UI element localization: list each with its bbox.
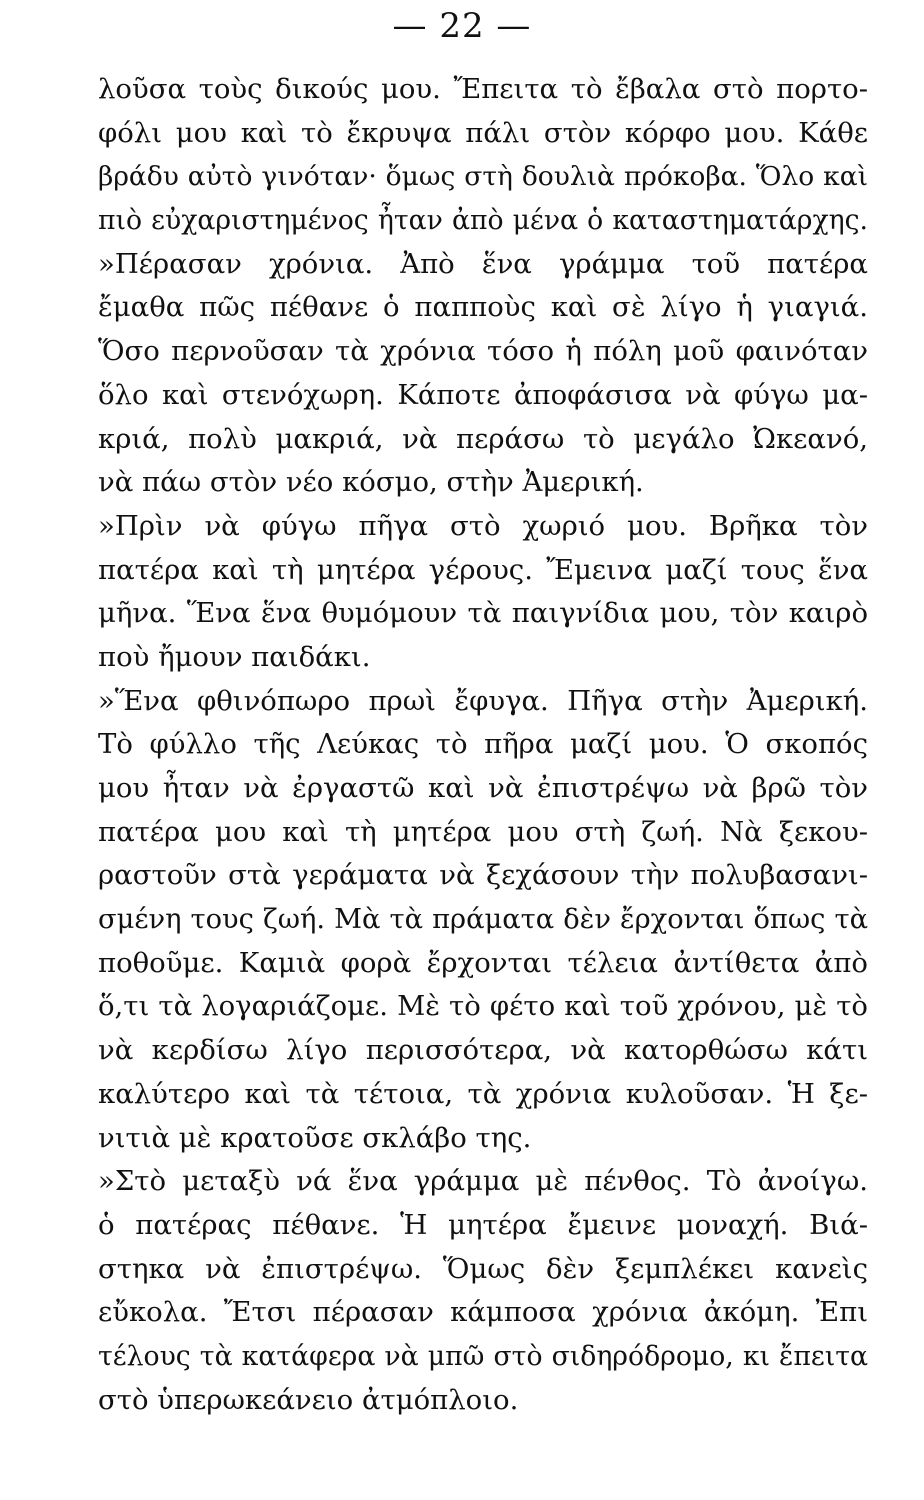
text-line: »Ἕνα φθινόπωρο πρωὶ ἔφυγα. Πῆγα στὴν Ἀμερική. bbox=[98, 684, 868, 717]
text-line: μου ἦταν νὰ ἐργαστῶ καὶ νὰ ἐπιστρέψω νὰ βρῶ τὸν bbox=[98, 772, 868, 804]
text-line: λοῦσα τοὺς δικούς μου. Ἔπειτα τὸ ἔβαλα στὸ πορτο- bbox=[98, 73, 868, 105]
text-line: ραστοῦν στὰ γεράματα νὰ ξεχάσουν τὴν πολυβασανι- bbox=[98, 859, 868, 892]
text-line: εὔκολα. Ἔτσι πέρασαν κάμποσα χρόνια ἀκόμη. Ἐπι bbox=[98, 1296, 868, 1329]
text-line: πατέρα μου καὶ τὴ μητέρα μου στὴ ζωή. Νὰ ξεκου- bbox=[98, 815, 868, 848]
text-line: βράδυ αὐτὸ γινόταν· ὅμως στὴ δουλιὰ πρόκοβα. Ὅλο καὶ bbox=[98, 161, 868, 193]
text-line: φόλι μου καὶ τὸ ἔκρυψα πάλι στὸν κόρφο μου. Κάθε bbox=[98, 116, 868, 149]
text-line: καλύτερο καὶ τὰ τέτοια, τὰ χρόνια κυλοῦσαν. Ἡ ξε- bbox=[98, 1077, 868, 1110]
text-line: ὁ πατέρας πέθανε. Ἡ μητέρα ἔμεινε μοναχή. Βιά- bbox=[98, 1208, 868, 1241]
body-text bbox=[98, 68, 868, 1422]
text-line: Τὸ φύλλο τῆς Λεύκας τὸ πῆρα μαζί μου. Ὁ σκοπός bbox=[98, 728, 868, 761]
text-line: ποθοῦμε. Καμιὰ φορὰ ἔρχονται τέλεια ἀντίθετα ἀπὸ bbox=[98, 946, 868, 979]
text-line: στὸ ὑπερωκεάνειο ἀτμόπλοιο. bbox=[98, 1383, 519, 1416]
text-line: »Πρὶν νὰ φύγω πῆγα στὸ χωριό μου. Βρῆκα τὸν bbox=[98, 509, 868, 542]
text-line: πιὸ εὐχαριστημένος ἦταν ἀπὸ μένα ὁ καταστηματάρχης. bbox=[98, 205, 868, 237]
text-line: Ὅσο περνοῦσαν τὰ χρόνια τόσο ἡ πόλη μοῦ φαινόταν bbox=[98, 335, 868, 368]
text-line: κριά, πολὺ μακριά, νὰ περάσω τὸ μεγάλο Ὠκεανό, bbox=[98, 422, 868, 455]
text-line: ὅλο καὶ στενόχωρη. Κάποτε ἀποφάσισα νὰ φύγω μα- bbox=[98, 378, 868, 411]
text-line: τέλους τὰ κατάφερα νὰ μπῶ στὸ σιδηρόδρομο, κι ἔπειτα bbox=[98, 1340, 868, 1372]
text-line: στηκα νὰ ἐπιστρέψω. Ὅμως δὲν ξεμπλέκει κανεὶς bbox=[98, 1252, 868, 1285]
text-line: πατέρα καὶ τὴ μητέρα γέρους. Ἔμεινα μαζί τους ἕνα bbox=[98, 553, 868, 586]
text-line: »Στὸ μεταξὺ νά ἕνα γράμμα μὲ πένθος. Τὸ ἀνοίγω. bbox=[98, 1165, 868, 1198]
text-line: νὰ κερδίσω λίγο περισσότερα, νὰ κατορθώσω κάτι bbox=[98, 1034, 868, 1067]
text-line: ποὺ ἤμουν παιδάκι. bbox=[98, 640, 371, 673]
page-number: — 22 — bbox=[392, 6, 532, 46]
text-line: »Πέρασαν χρόνια. Ἀπὸ ἕνα γράμμα τοῦ πατέρα bbox=[98, 247, 868, 280]
text-line: ὅ,τι τὰ λογαριάζομε. Μὲ τὸ φέτο καὶ τοῦ χρόνου, μὲ τὸ bbox=[98, 990, 868, 1023]
text-line: νὰ πάω στὸν νέο κόσμο, στὴν Ἀμερική. bbox=[98, 466, 644, 499]
text-line: ἔμαθα πῶς πέθανε ὁ παπποὺς καὶ σὲ λίγο ἡ γιαγιά. bbox=[98, 291, 868, 324]
text-line: μῆνα. Ἕνα ἕνα θυμόμουν τὰ παιγνίδια μου, τὸν καιρὸ bbox=[98, 597, 868, 630]
text-line: νιτιὰ μὲ κρατοῦσε σκλάβο της. bbox=[98, 1121, 532, 1154]
text-line: σμένη τους ζωή. Μὰ τὰ πράματα δὲν ἔρχονται ὅπως τὰ bbox=[98, 904, 868, 936]
